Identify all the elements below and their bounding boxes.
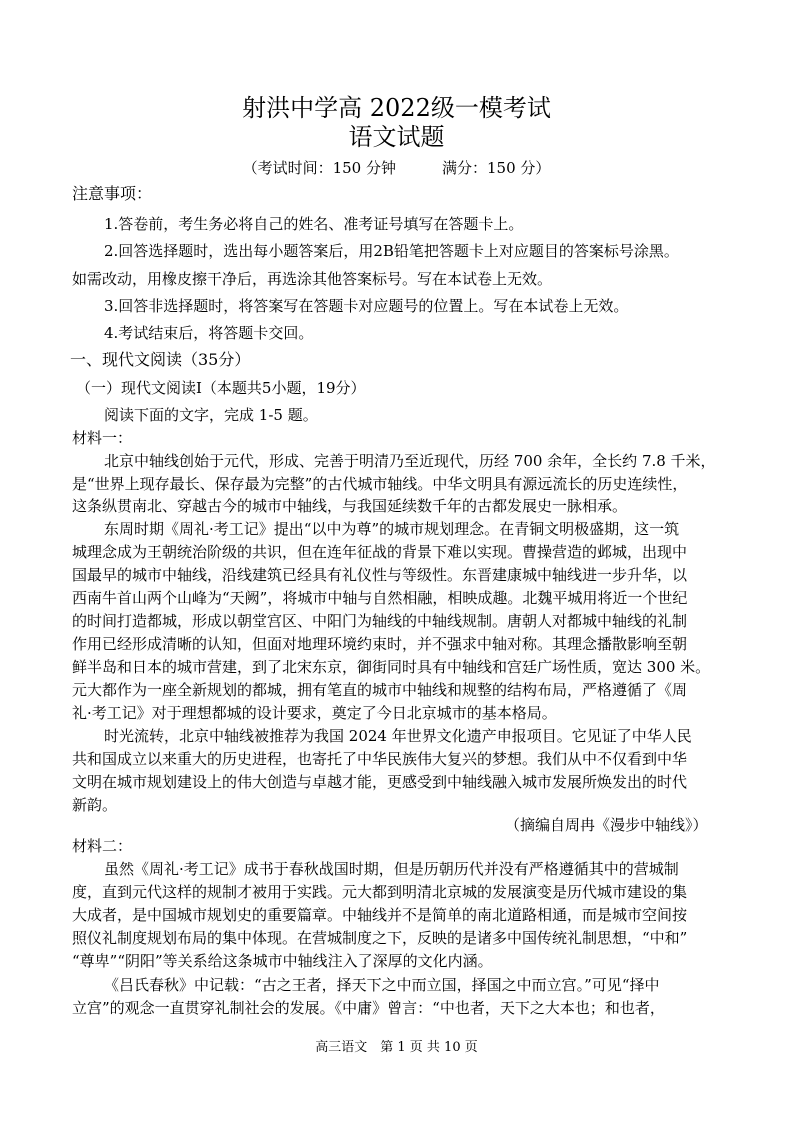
material1-line: 元大都作为一座全新规划的都城，拥有笔直的城市中轴线和规整的结构布局，严格遵循了《周 [72, 681, 688, 699]
exam-meta [0, 157, 793, 179]
material1-label: 材料一： [72, 429, 133, 447]
material1-line: 西南牛首山两个山峰为“天阙”，将城市中轴与自然相融，相映成趣。北魏平城用将近一个世纪 [72, 589, 688, 607]
notice-item-continued: 如需改动，用橡皮擦干净后，再选涂其他答案标号。写在本试卷上无效。 [72, 270, 553, 288]
page-footer: 高三语文 第 1 页 共 10 页 [315, 1040, 478, 1055]
sub-section-heading: （一）现代文阅读Ⅰ（本题共5小题，19分） [76, 379, 366, 397]
material1-line: 城理念成为王朝统治阶级的共识，但在连年征战的背景下难以实现。曹操营造的邺城，出现中 [72, 543, 688, 561]
notice-item: 3.回答非选择题时，将答案写在答题卡对应题号的位置上。写在本试卷上无效。 [104, 297, 629, 315]
material2-line: 照仪礼制度规划布局的集中体现。在营城制度之下，反映的是诸多中国传统礼制思想，“中和” [72, 929, 688, 947]
material1-line: 时光流转，北京中轴线被推荐为我国 2024 年世界文化遗产申报项目。它见证了中华人民 [104, 727, 692, 745]
material2-line: 大成者，是中国城市规划史的重要篇章。中轴线并不是简单的南北道路相通，而是城市空间按 [72, 906, 688, 924]
material1-line: 新韵。 [72, 796, 118, 814]
full-score: 满分：150 分） [442, 159, 551, 177]
material1-line: 礼·考工记》对于理想都城的设计要求，奠定了今日北京城市的基本格局。 [72, 704, 557, 722]
exam-time: （考试时间：150 分钟 [242, 159, 396, 177]
material1-line: 鲜半岛和日本的城市营建，到了北宋东京，御街同时具有中轴线和宫廷广场性质，宽达 300 米。 [72, 658, 711, 676]
material1-line: 北京中轴线创始于元代，形成、完善于明清乃至近现代，历经 700 余年，全长约 7.8 千米， [104, 452, 716, 470]
material1-line: 的时间打造都城，形成以朝堂宫区、中阳门为轴线的中轴线规制。唐朝人对都城中轴线的礼制 [72, 612, 688, 630]
material1-line: 文明在城市规划建设上的伟大创造与卓越才能，更感受到中轴线融入城市发展所焕发出的时代 [72, 773, 688, 791]
material1-line: 作用已经形成清晰的认知，但面对地理环境约束时，并不强求中轴对称。其理念播散影响至朝 [72, 635, 688, 653]
material2-line: 立宫”的观念一直贯穿礼制社会的发展。《中庸》曾言：“中也者，天下之大本也；和也者， [72, 999, 665, 1017]
notice-item: 4.考试结束后，将答题卡交回。 [104, 324, 314, 342]
material1-line: 东周时期《周礼·考工记》提出“以中为尊”的城市规划理念。在青铜文明极盛期，这一筑 [104, 520, 680, 538]
material1-line: 共和国成立以来重大的历史进程，也寄托了中华民族伟大复兴的梦想。我们从中不仅看到中华 [72, 750, 688, 768]
material2-line: “尊卑”“阴阳”等关系给这条城市中轴线注入了深厚的文化内涵。 [72, 952, 493, 970]
material1-source: （摘编自周冉《漫步中轴线》） [505, 816, 708, 834]
material1-line: 是“世界上现存最长、保存最为完整”的古代城市轴线。中华文明具有源远流长的历史连续性， [72, 475, 688, 493]
material2-line: 度，直到元代这样的规制才被用于实践。元大都到明清北京城的发展演变是历代城市建设的集 [72, 883, 688, 901]
notice-heading: 注意事项： [72, 184, 153, 203]
notice-item: 2.回答选择题时，选出每小题答案后，用2B铅笔把答题卡上对应题目的答案标号涂黑。 [104, 242, 679, 260]
material2-line: 虽然《周礼·考工记》成书于春秋战国时期，但是历朝历代并没有严格遵循其中的营城制 [104, 860, 679, 878]
exam-subject-title: 语文试题 [348, 123, 445, 151]
reading-instruction: 阅读下面的文字，完成 1-5 题。 [104, 406, 318, 424]
material1-line: 国最早的城市中轴线，沿线建筑已经具有礼仪性与等级性。东晋建康城中轴线进一步升华，以 [72, 566, 688, 584]
material2-line: 《吕氏春秋》中记载：“古之王者，择天下之中而立国，择国之中而立宫。”可见“择中 [104, 976, 660, 994]
material1-line: 这条纵贯南北、穿越古今的城市中轴线，与我国延续数千年的古都发展史一脉相承。 [72, 497, 628, 515]
material2-label: 材料二： [72, 837, 133, 855]
exam-title: 射洪中学高 2022级一模考试 [242, 94, 551, 122]
notice-item: 1.答卷前，考生务必将自己的姓名、准考证号填写在答题卡上。 [104, 215, 524, 233]
section-heading: 一、现代文阅读（35分） [70, 350, 251, 369]
